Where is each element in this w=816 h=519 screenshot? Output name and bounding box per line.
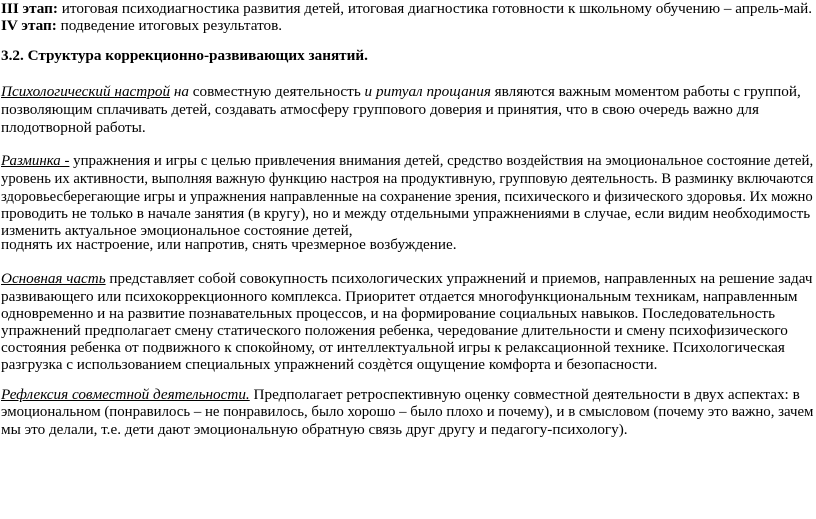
p3-line-2: развивающего или психокоррекционного комплекса. Приоритет отдается многофункциональным техникам, направленным (1, 288, 798, 305)
p3-line-4: упражнений предполагает смену статического положения ребенка, чередование длительности и смену психофизического (1, 322, 788, 339)
p3-line1-rest: представляет собой совокупность психологических упражнений и приемов, направленных на решение задач (105, 270, 813, 287)
term-psych-setup: Психологический настрой (1, 83, 171, 100)
p1-conj: на (170, 83, 189, 100)
stage-3-line (1, 0, 812, 18)
p2-line-1 (1, 152, 813, 170)
p2-line-5: изменить актуальное эмоциональное состояние детей, (1, 222, 353, 239)
p4-line1-rest: Предполагает ретроспективную оценку совместной деятельности в двух аспектах: в (249, 386, 800, 403)
term-reflection: Рефлексия совместной деятельности. (1, 386, 250, 403)
section-heading: 3.2. Структура коррекционно-развивающих занятий. (1, 47, 368, 64)
term-warmup: Разминка - (1, 152, 70, 169)
p1-line-2: позволяющим сплачивать детей, создавать атмосферу группового доверия и принятия, что в свою очередь важно для (1, 101, 759, 118)
p3-line-3: одновременно и на развитие познавательных процессов, и на формирование социальных навыков. Последовательность (1, 305, 775, 322)
p3-line-5: состояния ребенка от подвижного к спокойному, от интеллектуальной игры к релаксационной технике. Психологическая (1, 339, 785, 356)
p4-line-1 (1, 386, 800, 404)
p1-text1: совместную деятельность (188, 83, 365, 100)
stage-4-line (1, 17, 282, 35)
p2-line1-rest: упражнения и игры с целью привлечения внимания детей, средство воздействия на эмоциональное состояние детей, (69, 152, 814, 169)
stage-4-text: подведение итоговых результатов. (56, 17, 283, 34)
stage-4-label: IV этап: (1, 17, 57, 34)
p3-line-6: разгрузка с использованием специальных упражнений создѐтся ощущение комфорта и безопасности. (1, 356, 658, 373)
stage-3-text: итоговая психодиагностика развития детей, итоговая диагностика готовности к школьному обучению – апрель-май. (57, 0, 812, 17)
p1-line1-rest: являются важным моментом работы с группой, (490, 83, 801, 100)
p1-line-3: плодотворной работы. (1, 119, 146, 136)
p4-line-3: мы это делали, т.е. дети дают эмоциональную обратную связь друг другу и педагогу-психологу). (1, 421, 628, 438)
p2-line-6: поднять их настроение, или напротив, снять чрезмерное возбуждение. (1, 236, 457, 253)
term-main-part: Основная часть (1, 270, 106, 287)
p1-line-1 (1, 83, 801, 101)
stage-3-label: III этап: (1, 0, 58, 17)
p2-line-3: здоровьесберегающие игры и упражнения направленные на сохранение зрения, психического и физического здоровья. Их можно (1, 188, 813, 205)
p4-line-2: эмоциональном (понравилось – не понравилось, было хорошо – было плохо и почему), и в смысловом (почему это важно, зачем (1, 403, 814, 420)
p3-line-1 (1, 270, 812, 288)
p2-line-4: проводить не только в начале занятия (в кругу), но и между отдельными упражнениями в случае, если видим необходимость (1, 205, 811, 222)
term-farewell-ritual: и ритуал прощания (364, 83, 491, 100)
p2-line-2: уровень их активности, выполняя важную функцию настроя на продуктивную, групповую деятельность. В разминку включаются (1, 170, 814, 187)
